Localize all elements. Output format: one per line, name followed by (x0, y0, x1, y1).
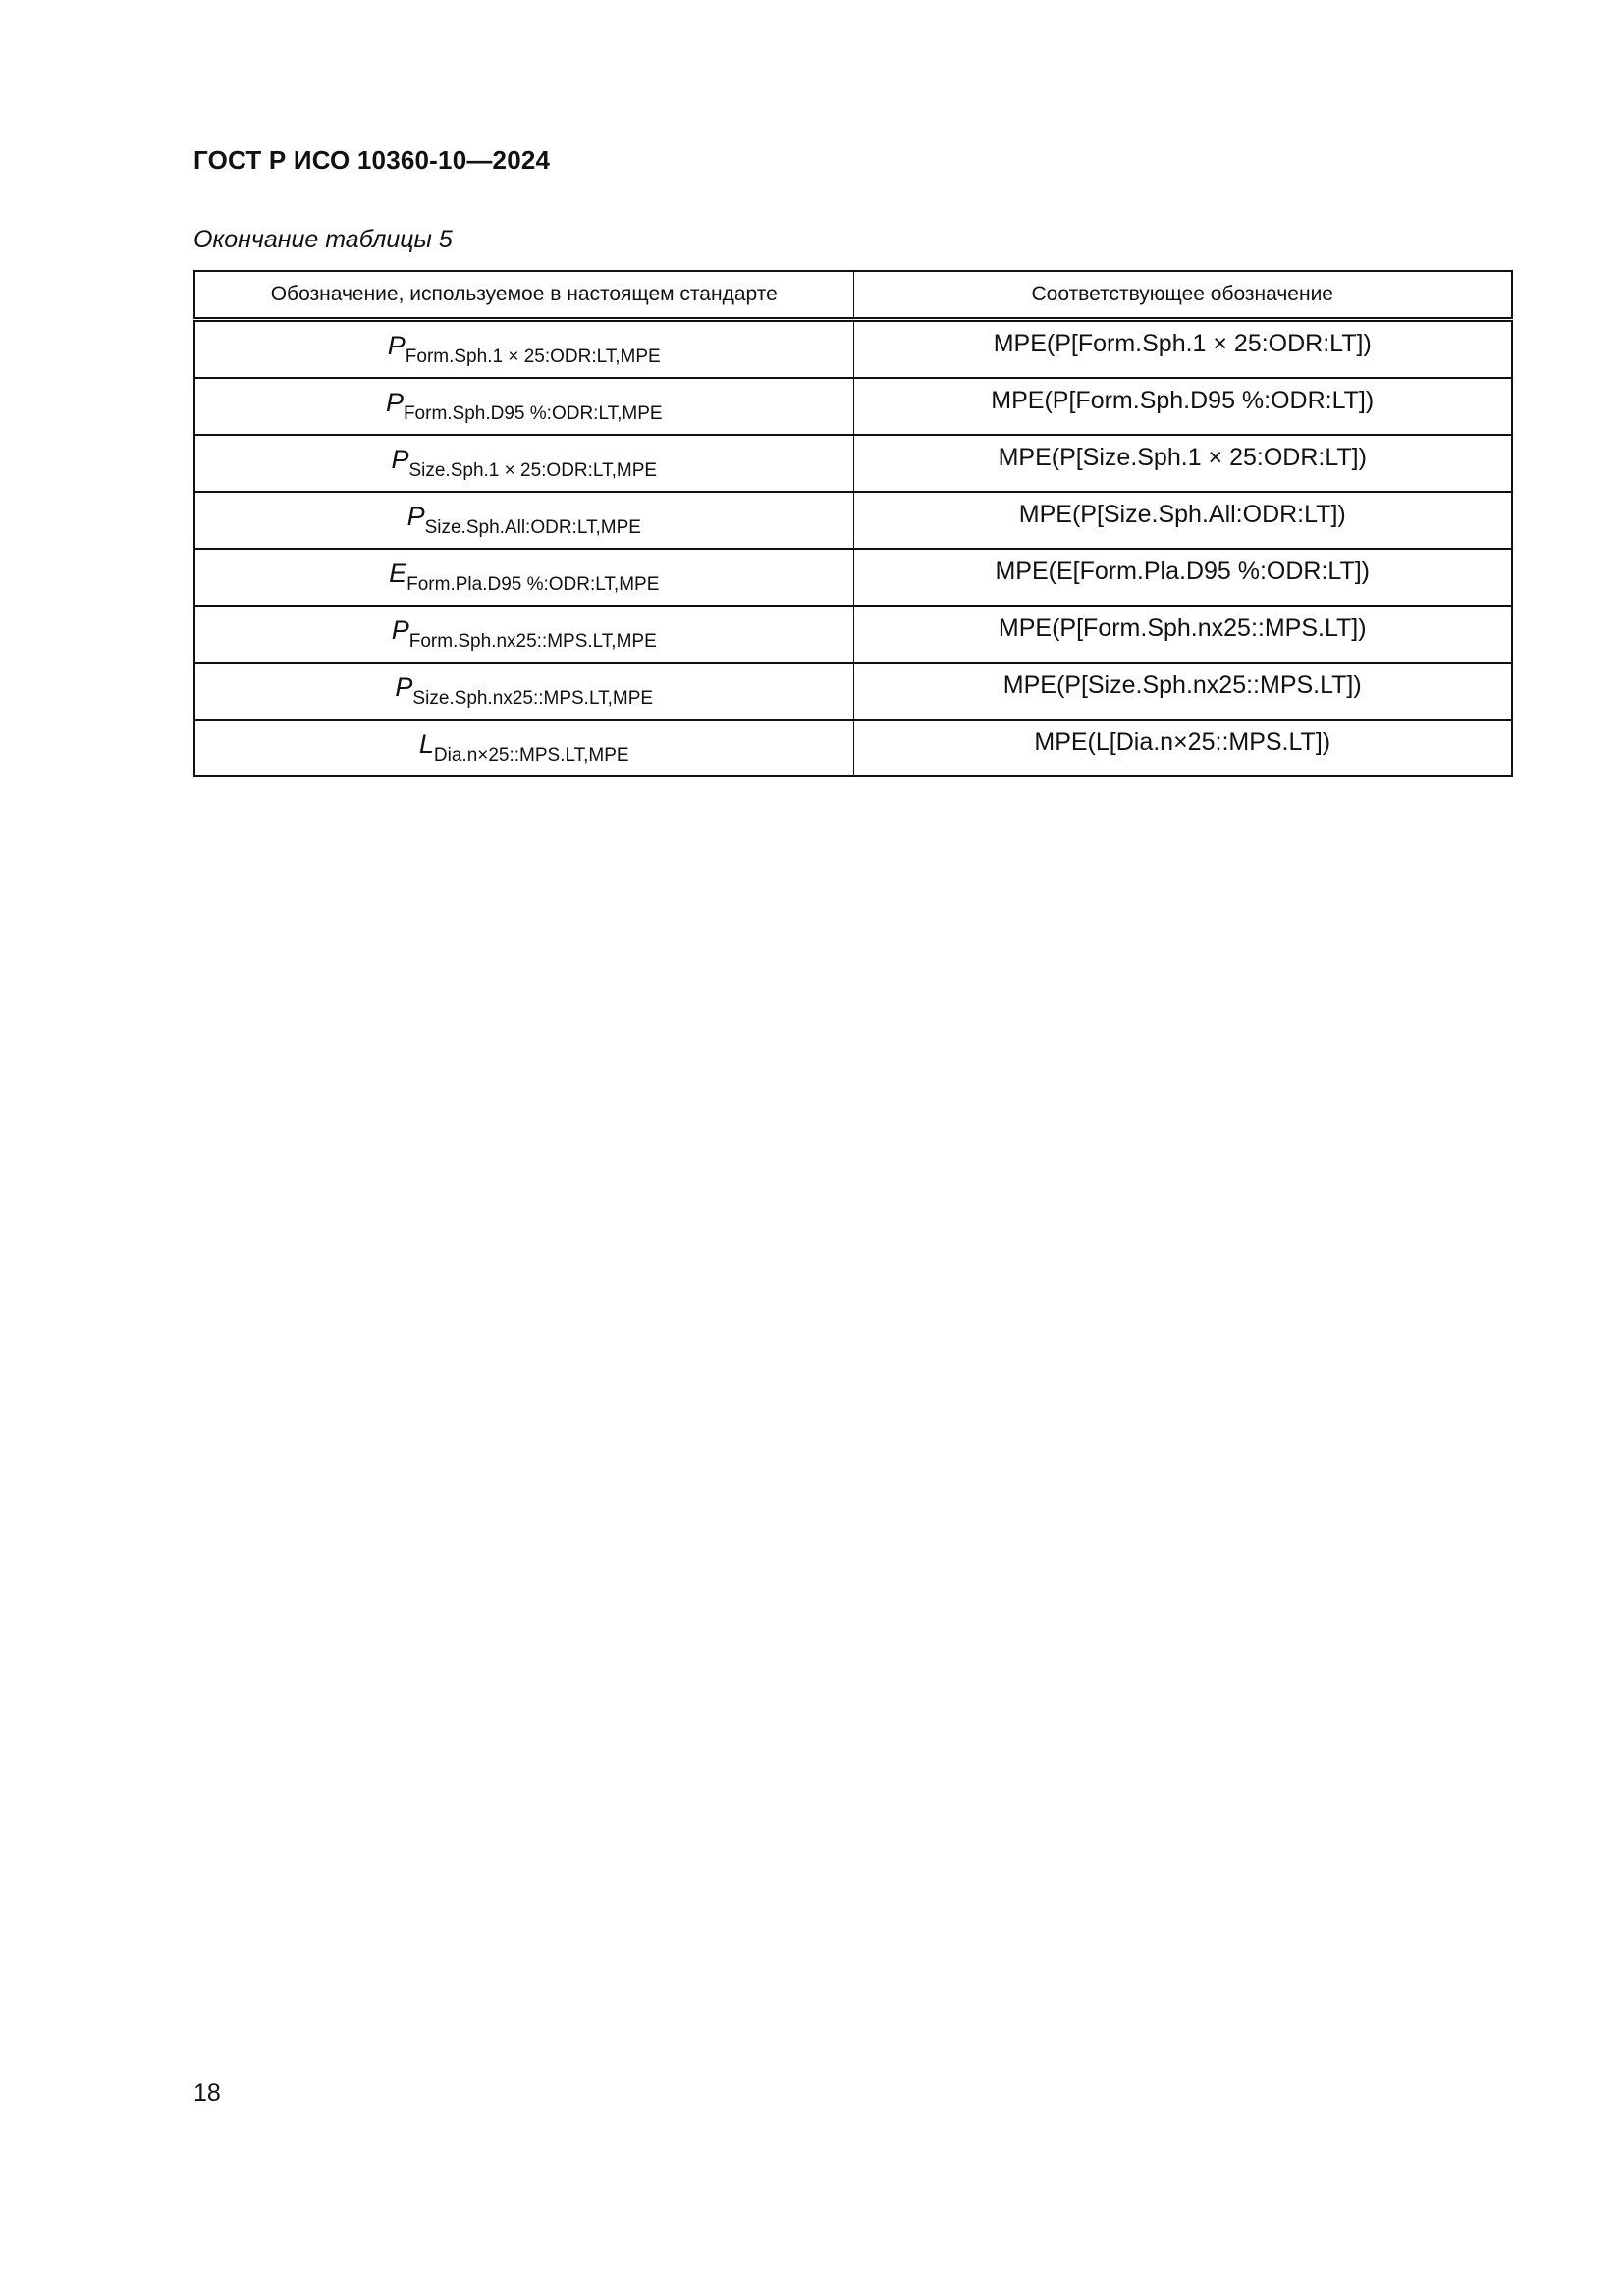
equivalent-cell (853, 606, 1512, 663)
designation-cell (194, 378, 853, 435)
symbol-subscript: Size.Sph.1 × 25:ODR:LT,MPE (408, 460, 658, 481)
symbol-letter: P (395, 672, 413, 702)
symbol-letter: P (406, 502, 425, 531)
equivalent-text: MPE(P[Form.Sph.nx25::MPS.LT]) (998, 614, 1367, 642)
symbol-subscript: Form.Pla.D95 %:ODR:LT,MPE (406, 574, 660, 595)
table-row (194, 492, 1512, 549)
symbol-subscript: Size.Sph.All:ODR:LT,MPE (424, 517, 641, 538)
symbol-letter: P (391, 615, 409, 645)
symbol-letter: P (385, 388, 404, 417)
equivalent-cell (853, 663, 1512, 720)
equivalent-text: MPE(P[Size.Sph.All:ODR:LT]) (1018, 500, 1346, 528)
symbol-subscript: Dia.n×25::MPS.LT,MPE (433, 745, 629, 766)
symbol-letter: P (391, 445, 409, 474)
designation-cell (194, 549, 853, 606)
page-number: 18 (193, 2079, 221, 2107)
table-row (194, 435, 1512, 492)
designation-table (193, 270, 1513, 777)
table-row (194, 320, 1512, 379)
column-header-designation: Обозначение, используемое в настоящем стандарте (194, 271, 853, 320)
equivalent-cell (853, 320, 1512, 379)
table-caption: Окончание таблицы 5 (193, 226, 453, 253)
designation-cell (194, 663, 853, 720)
equivalent-text: MPE(P[Form.Sph.D95 %:ODR:LT]) (991, 386, 1375, 414)
symbol-letter: P (387, 331, 406, 360)
symbol-letter: L (418, 729, 434, 759)
table-row (194, 549, 1512, 606)
symbol-subscript: Form.Sph.nx25::MPS.LT,MPE (408, 631, 657, 652)
equivalent-cell (853, 435, 1512, 492)
column-header-equivalent: Соответствующее обозначение (853, 271, 1512, 320)
equivalent-text: MPE(L[Dia.n×25::MPS.LT]) (1034, 727, 1331, 756)
table-row (194, 663, 1512, 720)
symbol-subscript: Size.Sph.nx25::MPS.LT,MPE (412, 688, 654, 709)
designation-cell (194, 606, 853, 663)
table-row (194, 378, 1512, 435)
symbol-subscript: Form.Sph.1 × 25:ODR:LT,MPE (405, 347, 661, 367)
designation-cell (194, 435, 853, 492)
equivalent-text: MPE(E[Form.Pla.D95 %:ODR:LT]) (995, 557, 1371, 585)
designation-cell (194, 320, 853, 379)
equivalent-text: MPE(P[Size.Sph.1 × 25:ODR:LT]) (998, 443, 1367, 471)
symbol-letter: E (389, 559, 407, 588)
symbol-subscript: Form.Sph.D95 %:ODR:LT,MPE (403, 403, 663, 424)
table-row (194, 606, 1512, 663)
document-header: ГОСТ Р ИСО 10360-10—2024 (193, 145, 551, 175)
designation-cell (194, 720, 853, 776)
equivalent-cell (853, 378, 1512, 435)
equivalent-cell (853, 492, 1512, 549)
equivalent-text: MPE(P[Size.Sph.nx25::MPS.LT]) (1002, 670, 1362, 699)
designation-cell (194, 492, 853, 549)
table-row (194, 720, 1512, 776)
table-header-row (194, 271, 1512, 320)
equivalent-cell (853, 549, 1512, 606)
equivalent-text: MPE(P[Form.Sph.1 × 25:ODR:LT]) (993, 329, 1372, 357)
equivalent-cell (853, 720, 1512, 776)
